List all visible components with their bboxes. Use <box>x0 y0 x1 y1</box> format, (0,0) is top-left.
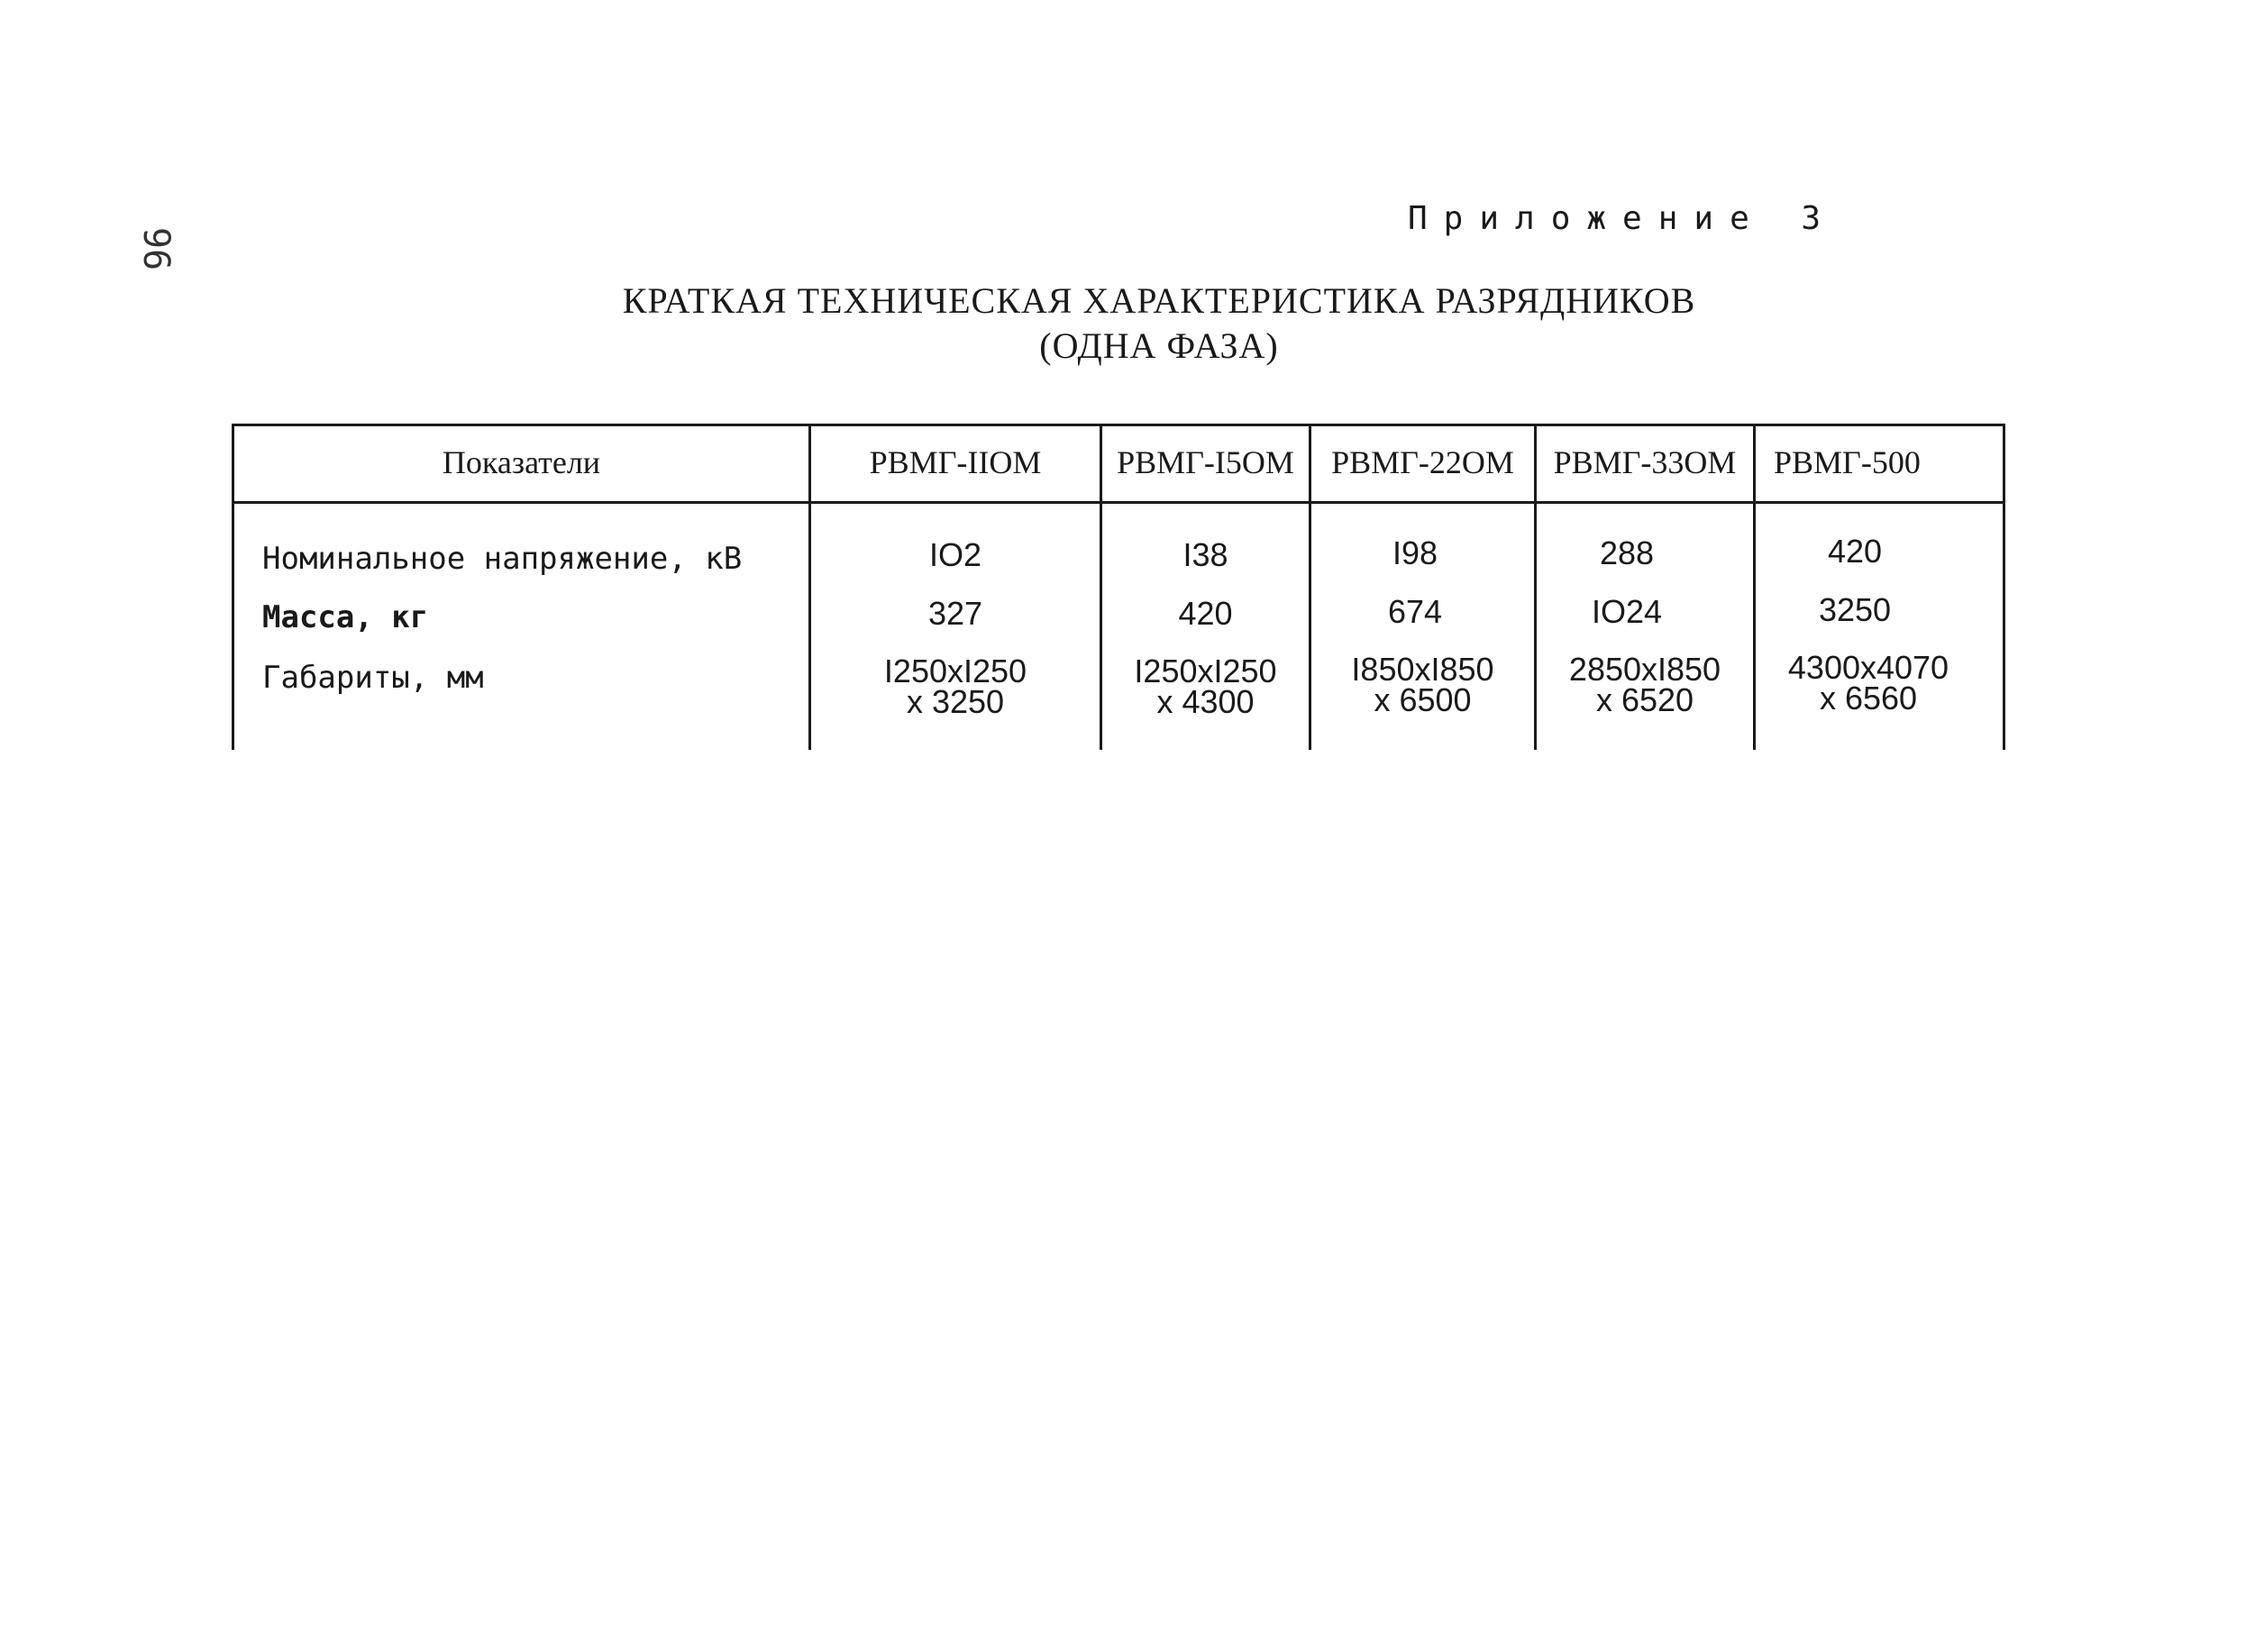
row-label-dimensions: Габариты, мм <box>262 660 484 696</box>
table-cell: 420 <box>1827 533 1883 570</box>
header-indicators: Показатели <box>442 444 601 480</box>
dimension-line: x 6560 <box>1819 680 1918 716</box>
row-label-mass: Масса, кг <box>262 599 429 635</box>
table-cell: 3250 <box>1818 591 1892 628</box>
page-number: 96 <box>135 227 177 271</box>
row-label-voltage: Номинальное напряжение, кВ <box>262 541 743 577</box>
table-cell: 674 <box>1387 593 1443 630</box>
appendix-label: Приложение 3 <box>1408 200 1838 237</box>
table-cell: I38 <box>1182 536 1228 573</box>
header-column: РВМГ-500 <box>1774 444 1921 480</box>
header-column: РВМГ-22ОМ <box>1331 444 1514 480</box>
header-column: РВМГ-IIОМ <box>869 444 1042 480</box>
table-cell: 327 <box>927 595 983 632</box>
table-cell <box>811 653 1100 720</box>
table-right-border <box>2003 424 2005 750</box>
dimension-line: x 3250 <box>906 683 1005 720</box>
table-cell: 288 <box>1599 534 1655 571</box>
dimension-line: 2850xI850 <box>1568 651 1721 688</box>
characteristics-table <box>232 424 2005 748</box>
table-cell: I98 <box>1392 534 1438 571</box>
header-column: РВМГ-33ОМ <box>1553 444 1737 480</box>
table-cell: IO24 <box>1591 593 1663 630</box>
table-cell <box>1537 651 1753 718</box>
document-subtitle: (ОДНА ФАЗА) <box>1039 325 1279 366</box>
table-cell <box>1756 649 1981 716</box>
dimension-line: I250xI250 <box>883 653 1027 689</box>
dimension-line: x 6500 <box>1374 681 1472 718</box>
table-top-border <box>232 424 2005 426</box>
document-title: КРАТКАЯ ТЕХНИЧЕСКАЯ ХАРАКТЕРИСТИКА РАЗРЯДНИКОВ <box>622 280 1696 321</box>
header-column: РВМГ-I5ОМ <box>1117 444 1294 480</box>
dimension-line: I850xI850 <box>1351 651 1494 688</box>
table-header-border <box>232 501 2005 504</box>
table-cell <box>1102 653 1309 720</box>
table-cell <box>1311 651 1534 718</box>
dimension-line: x 6520 <box>1595 681 1694 718</box>
table-cell: IO2 <box>928 536 982 573</box>
table-cell: 420 <box>1178 595 1233 632</box>
dimension-line: I250xI250 <box>1134 653 1277 689</box>
dimension-line: x 4300 <box>1156 683 1255 720</box>
dimension-line: 4300x4070 <box>1787 649 1949 686</box>
